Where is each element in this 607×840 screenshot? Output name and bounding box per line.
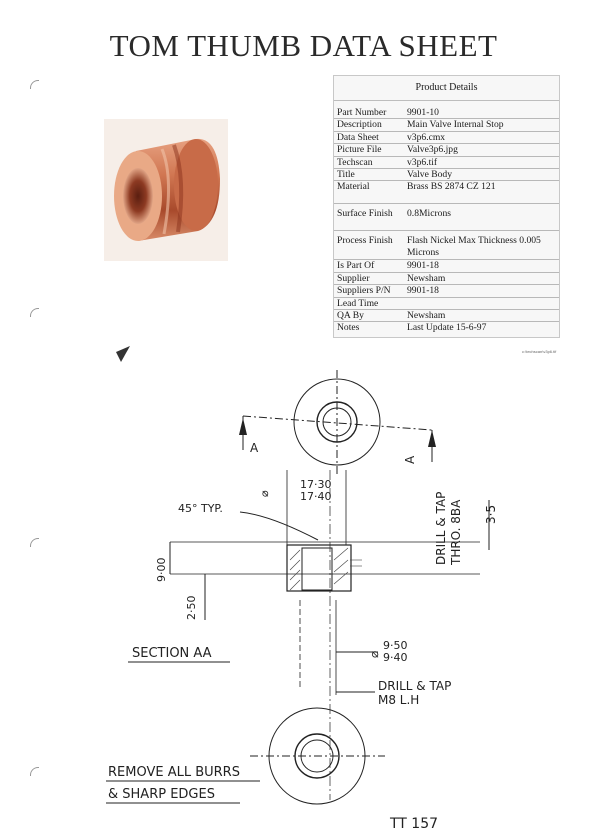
scan-file-mark: c:\techscan\v3p6.tif <box>522 349 557 354</box>
technical-drawing <box>0 340 607 840</box>
drill-tap-label-1: DRILL & TAP <box>434 491 448 565</box>
svg-text:⌀: ⌀ <box>367 650 381 658</box>
dia-bottom-1: 9·50 <box>383 639 408 652</box>
product-photo <box>104 119 228 261</box>
table-row: Supplier Newsham <box>334 273 559 285</box>
page-title: TOM THUMB DATA SHEET <box>109 28 498 63</box>
table-row: Title Valve Body <box>334 169 559 181</box>
dia-top-2: 17·40 <box>300 490 332 503</box>
dim-9-00: 9·00 <box>155 557 168 582</box>
drill-tap-label-2: THRO. 8BA <box>449 499 463 565</box>
table-row: Material Brass BS 2874 CZ 121 <box>334 181 559 204</box>
note-line-2: & SHARP EDGES <box>108 787 215 802</box>
note-line-1: REMOVE ALL BURRS <box>108 765 240 780</box>
dia-bottom-2: 9·40 <box>383 651 408 664</box>
dim-3-5: 3·5 <box>484 504 498 524</box>
table-row: Surface Finish 0.8Microns <box>334 204 559 231</box>
table-row: Description Main Valve Internal Stop <box>334 119 559 131</box>
dia-top-1: 17·30 <box>300 478 332 491</box>
drill-tap-label-4: M8 L.H <box>378 693 420 707</box>
table-row: Notes Last Update 15-6-97 <box>337 322 487 334</box>
table-row: Suppliers P/N 9901-18 <box>334 285 559 297</box>
table-row: Techscan v3p6.tif <box>334 157 559 169</box>
reference-number: TT 157 <box>390 816 439 832</box>
table-row: Part Number 9901-10 <box>334 107 559 119</box>
product-details-table <box>333 75 560 338</box>
section-letter-right: A <box>403 455 417 464</box>
table-row: Is Part Of 9901-18 <box>334 260 559 272</box>
bottom-view <box>250 708 385 804</box>
svg-text:⌀: ⌀ <box>258 490 271 497</box>
table-row: Lead Time <box>334 298 559 310</box>
table-heading: Product Details <box>334 76 559 101</box>
table-row: Data Sheet v3p6.cmx <box>334 132 559 144</box>
drill-tap-label-3: DRILL & TAP <box>378 679 452 693</box>
table-row: Process Finish Flash Nickel Max Thickness 0.005 Microns <box>334 231 559 260</box>
scan-corner-mark <box>116 346 130 362</box>
section-label: SECTION AA <box>132 646 212 661</box>
dim-2-50: 2·50 <box>185 595 198 620</box>
section-letter-left: A <box>250 441 259 455</box>
table-row: Picture File Valve3p6.jpg <box>334 144 559 156</box>
chamfer-label: 45° TYP. <box>178 502 223 515</box>
table-row: QA By Newsham <box>334 310 559 322</box>
